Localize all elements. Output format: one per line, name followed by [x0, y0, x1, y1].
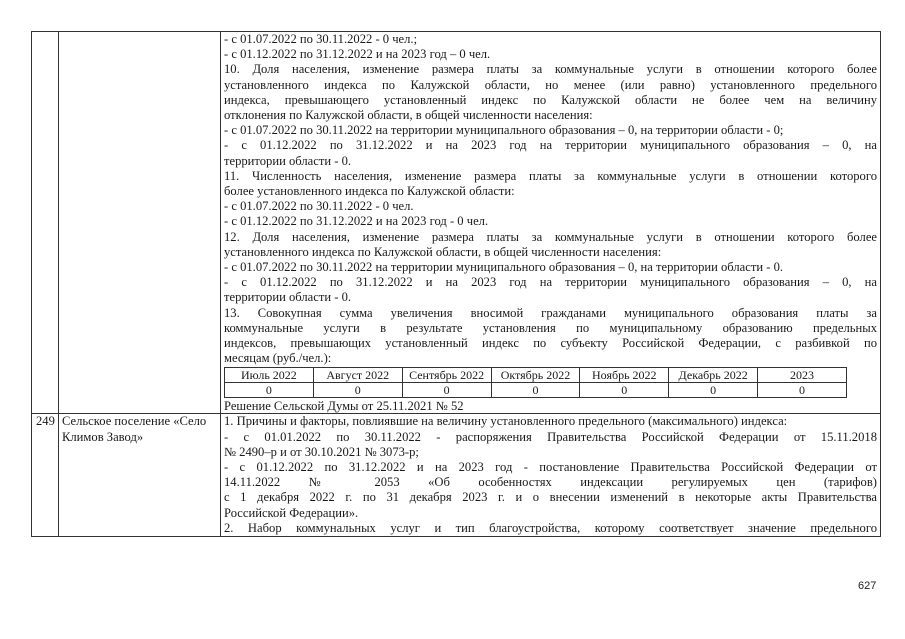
table-row [32, 414, 881, 537]
text-line: - с 01.12.2022 по 31.12.2022 и на 2023 год - 0 чел. [224, 214, 489, 229]
details-cell [221, 32, 881, 414]
text-line: - с 01.12.2022 по 31.12.2022 и на 2023 год на территории муниципального образования – 0, на [224, 138, 877, 153]
details-text [224, 32, 877, 366]
month-value-cell: 0 [313, 383, 402, 398]
month-header-cell: Октябрь 2022 [491, 368, 580, 383]
text-line: установленного индекса по Калужской области, но менее (или равно) установленного предельного [224, 77, 877, 92]
month-value-cell: 0 [491, 383, 580, 398]
months-header-row [225, 368, 847, 383]
text-line: 12. Доля населения, изменение размера платы за коммунальные услуги в отношении которого более [224, 229, 877, 244]
text-line: - с 01.07.2022 по 30.11.2022 на территории муниципального образования – 0, на территории области - 0; [224, 123, 784, 138]
text-line: № 2490–р и от 30.10.2021 № 3073-р; [224, 444, 419, 459]
month-value-cell: 0 [758, 383, 847, 398]
text-line: 2. Набор коммунальных услуг и тип благоустройства, которому соответствует значение предельного [224, 520, 877, 535]
page-number: 627 [858, 580, 877, 592]
months-values-row [225, 383, 847, 398]
table-row [32, 32, 881, 414]
month-value-cell: 0 [225, 383, 314, 398]
municipality-name: Сельское поселение «Село Климов Завод» [59, 414, 221, 537]
text-line: более установленного индекса по Калужской области: [224, 184, 515, 199]
month-value-cell: 0 [669, 383, 758, 398]
month-header-cell: Декабрь 2022 [669, 368, 758, 383]
row-number-cell [32, 32, 59, 414]
decision-reference: Решение Сельской Думы от 25.11.2021 № 52 [224, 399, 464, 414]
monthly-amount-table [224, 367, 847, 398]
text-line: - с 01.07.2022 по 30.11.2022 на территории муниципального образования – 0, на территории области - 0. [224, 260, 784, 275]
text-line: установленного индекса по Калужской области, в общей численности населения: [224, 244, 662, 259]
text-line: - с 01.01.2022 по 30.11.2022 - распоряжения Правительства Российской Федерации от 15.11.2018 [224, 429, 877, 444]
text-line: 13. Совокупная сумма увеличения вносимой гражданами муниципального образования платы за [224, 305, 877, 320]
text-line: Российской Федерации». [224, 505, 359, 520]
details-text [224, 414, 877, 536]
municipality-name-cell [59, 32, 221, 414]
month-header-cell: Июль 2022 [225, 368, 314, 383]
text-line: - с 01.07.2022 по 30.11.2022 - 0 чел.; [224, 32, 418, 46]
month-value-cell: 0 [402, 383, 491, 398]
text-line: - с 01.12.2022 по 31.12.2022 и на 2023 год на территории муниципального образования – 0, на [224, 275, 877, 290]
month-header-cell: Сентябрь 2022 [402, 368, 491, 383]
text-line: - с 01.12.2022 по 31.12.2022 и на 2023 год – 0 чел. [224, 47, 491, 62]
month-header-cell: Август 2022 [313, 368, 402, 383]
text-line: 10. Доля населения, изменение размера платы за коммунальные услуги в отношении которого более [224, 62, 877, 77]
text-line: индексов, превышающих установленный индекс по субъекту Российской Федерации, с разбивкой по [224, 336, 877, 351]
text-line: коммунальные услуги в результате установления по муниципальному образованию предельных [224, 320, 877, 335]
text-line: - с 01.07.2022 по 30.11.2022 - 0 чел. [224, 199, 414, 214]
details-cell [221, 414, 881, 537]
text-line: с 1 декабря 2022 г. по 31 декабря 2023 г. и о внесении изменений в некоторые акты Правительства [224, 490, 877, 505]
month-value-cell: 0 [580, 383, 669, 398]
text-line: 1. Причины и факторы, повлиявшие на величину установленного предельного (максимального) индекса: [224, 414, 788, 429]
text-line: индекса, превышающего установленный индекс по Калужской области не более чем на величину [224, 92, 877, 107]
text-line: - с 01.12.2022 по 31.12.2022 и на 2023 год - постановление Правительства Российской Федерации от [224, 460, 877, 475]
month-header-cell: Ноябрь 2022 [580, 368, 669, 383]
text-line: территории области - 0. [224, 153, 352, 168]
text-line: территории области - 0. [224, 290, 352, 305]
text-line: месяцам (руб./чел.): [224, 351, 332, 366]
municipal-index-table [31, 31, 881, 537]
text-line: 11. Численность населения, изменение размера платы за коммунальные услуги в отношении которого [224, 168, 877, 183]
text-line: отклонения по Калужской области, в общей численности населения: [224, 108, 593, 123]
row-number: 249 [32, 414, 59, 537]
month-header-cell: 2023 [758, 368, 847, 383]
text-line: 14.11.2022 № 2053 «Об особенностях индексации регулируемых цен (тарифов) [224, 475, 877, 490]
